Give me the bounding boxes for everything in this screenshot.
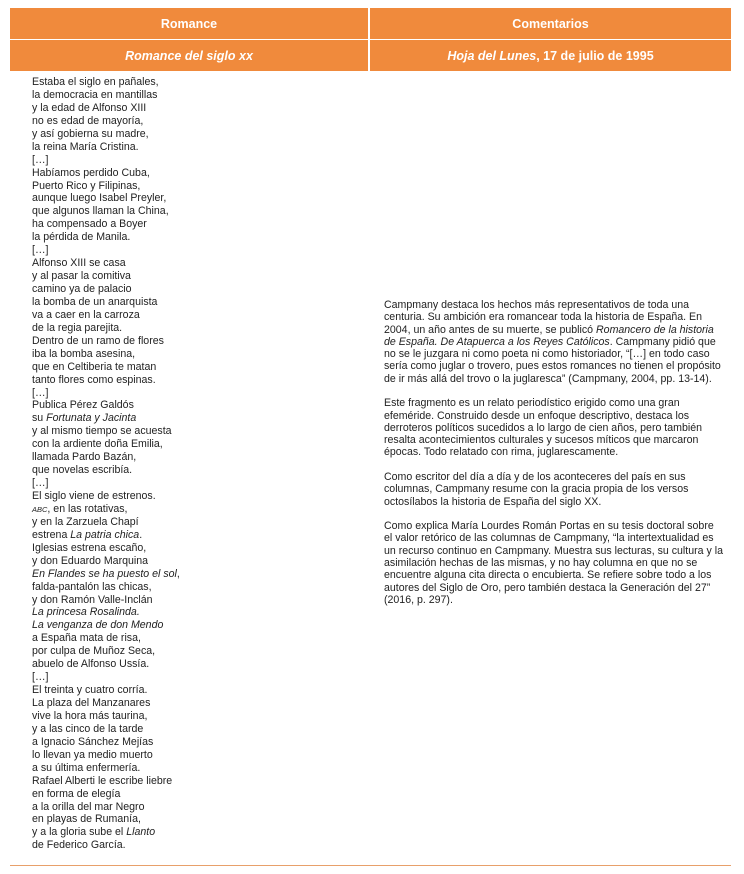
poem-line: a España mata de risa, <box>32 632 141 645</box>
poem-line: aunque luego Isabel Preyler, <box>32 192 167 205</box>
comment-text-run: . Campmany pidió que no se le juzgara ni como poeta ni como historiador, “[…] en todo caso sería como juglar o trovero, pues estos romances no tienen el propósito de ir más allá del trovo o la juglaresca” (Campmany, 2004, pp. 13-14). <box>384 335 721 385</box>
poem-line: El siglo viene de estrenos. <box>32 490 156 502</box>
work-title: La patria chica <box>70 528 140 541</box>
poem-line: abuelo de Alfonso Ussía. <box>32 658 150 671</box>
comment-paragraph-1 <box>384 299 724 385</box>
book-title: Romancero de la historia de España. De Atapuerca a los Reyes Católicos <box>384 323 714 348</box>
poem-line: la democracia en mantillas <box>32 88 158 101</box>
subheader-source <box>370 40 731 71</box>
poem-line: y don Ramón Valle-Inclán <box>32 593 153 606</box>
comments-text <box>378 71 724 865</box>
poem-line: Puerto Rico y Filipinas, <box>32 179 141 192</box>
header-romance: Romance <box>10 8 370 39</box>
poem-ellipsis: […] <box>32 153 49 166</box>
poem-text-run: , en las rotativas, <box>47 502 128 515</box>
work-title: Llanto <box>126 826 156 839</box>
poem-line: falda-pantalón las chicas, <box>32 580 152 593</box>
poem-line: en forma de elegía <box>32 787 121 800</box>
poem-line <box>32 503 378 516</box>
poem-line: Iglesias estrena escaño, <box>32 541 147 554</box>
comment-paragraph-3: Como escritor del día a día y de los aconteceres del país en sus columnas, Campmany resume con la gracia propia de los versos octosílabos la historia de España del siglo XX. <box>384 470 689 508</box>
source-date: , 17 de julio de 1995 <box>536 48 654 63</box>
poem-line: iba la bomba asesina, <box>32 347 136 360</box>
subheader-row <box>10 39 731 71</box>
poem-text-run: estrena <box>32 528 71 541</box>
poem-line: que novelas escribía. <box>32 464 133 477</box>
poem-line: La plaza del Manzanares <box>32 697 151 709</box>
poem-text-run: , <box>176 567 180 580</box>
poem-line: y así gobierna su madre, <box>32 127 149 140</box>
poem-line: va a caer en la carroza <box>32 308 140 321</box>
header-comentarios: Comentarios <box>370 8 731 39</box>
poem-text-run: . <box>139 528 143 541</box>
poem-line: la pérdida de Manila. <box>32 231 131 244</box>
poem-line: que algunos llaman la China, <box>32 205 169 218</box>
poem-line: en playas de Rumanía, <box>32 813 141 826</box>
poem-line: lo llevan ya medio muerto <box>32 748 153 761</box>
work-title: Fortunata y Jacinta <box>46 412 137 425</box>
poem-line: la reina María Cristina. <box>32 140 139 153</box>
poem-line: Publica Pérez Galdós <box>32 399 134 412</box>
comment-text-run: Campmany destaca los hechos más representativos de toda una centuria. Su ambición era romancear toda la historia de España. En 2004, un año antes de su muerte, se publicó <box>384 299 702 336</box>
poem-ellipsis: […] <box>32 671 49 684</box>
poem-line <box>32 412 378 425</box>
poem-line <box>32 568 378 581</box>
poem-line <box>32 529 378 542</box>
poem-line: y don Eduardo Marquina <box>32 554 149 567</box>
comment-paragraph-4: Como explica María Lourdes Román Portas en su tesis doctoral sobre el valor retórico de las columnas de Campmany, “la intertextualidad es un recurso continuo en Campmany. Muestra sus lecturas, su cultura y la asimilación hechas de las mismas, y no hay columna en que no se encuentre alguna cita directa o encubierta. Se refiere sobre todo a los autores del Siglo de Oro, pero también destaca la Generación del 27” (2016, p. 297). <box>384 520 723 606</box>
poem-line: tanto flores como espinas. <box>32 373 156 386</box>
poem-line: Dentro de un ramo de flores <box>32 334 164 347</box>
poem-line: no es edad de mayoría, <box>32 114 144 127</box>
poem-line: y al mismo tiempo se acuesta <box>32 425 172 438</box>
poem-line: El treinta y cuatro corría. <box>32 684 148 697</box>
poem-ellipsis: […] <box>32 386 49 399</box>
newspaper-abc: ABC <box>32 504 48 514</box>
header-row <box>10 8 731 39</box>
poem-line: y a las cinco de la tarde <box>32 722 144 735</box>
poem-line: y en la Zarzuela Chapí <box>32 515 139 528</box>
poem-line: a Ignacio Sánchez Mejías <box>32 735 154 748</box>
poem-line: la bomba de un anarquista <box>32 295 158 308</box>
poem-line: a la orilla del mar Negro <box>32 800 145 813</box>
work-title: En Flandes se ha puesto el sol <box>32 567 177 580</box>
poem-line: camino ya de palacio <box>32 283 132 295</box>
poem-line: Rafael Alberti le escribe liebre <box>32 774 173 787</box>
poem-line: vive la hora más taurina, <box>32 709 148 722</box>
poem-text-run: y a la gloria sube el <box>32 826 127 839</box>
poem-line: ha compensado a Boyer <box>32 218 147 231</box>
poem-line: de la regia parejita. <box>32 321 123 334</box>
romance-table <box>10 8 731 866</box>
poem-line: a su última enfermería. <box>32 761 141 774</box>
poem-line: llamada Pardo Bazán, <box>32 451 137 464</box>
poem-line: y la edad de Alfonso XIII <box>32 101 147 114</box>
source-newspaper: Hoja del Lunes <box>447 48 537 63</box>
poem-line: y al pasar la comitiva <box>32 270 131 283</box>
comment-paragraph-2: Este fragmento es un relato periodístico erigido como una gran efeméride. Construido desde un enfoque descriptivo, destaca los derroteros políticos sucedidos a lo largo de cien años, pero también resalta acontecimientos culturales y sucesos míticos que marcaron épocas. Todo relatado con rima, juglarescamente. <box>384 397 702 459</box>
poem-ellipsis: […] <box>32 244 49 257</box>
poem-ellipsis: […] <box>32 477 49 490</box>
poem-line: Estaba el siglo en pañales, <box>32 76 159 88</box>
poem-text-run: su <box>32 412 47 425</box>
poem-line: que en Celtiberia te matan <box>32 360 157 373</box>
poem-line: La princesa Rosalinda. <box>32 606 140 619</box>
poem-line <box>32 826 378 839</box>
poem-line: con la ardiente doña Emilia, <box>32 438 163 451</box>
poem-line: Habíamos perdido Cuba, <box>32 166 150 179</box>
table-body <box>10 71 731 866</box>
poem-title: Romance del siglo xx <box>125 48 253 63</box>
poem-line: Alfonso XIII se casa <box>32 257 126 270</box>
poem-line: por culpa de Muñoz Seca, <box>32 645 156 658</box>
subheader-poem-title <box>10 40 370 71</box>
poem-text <box>10 71 378 865</box>
poem-line: de Federico García. <box>32 839 126 852</box>
poem-line: La venganza de don Mendo <box>32 619 164 632</box>
